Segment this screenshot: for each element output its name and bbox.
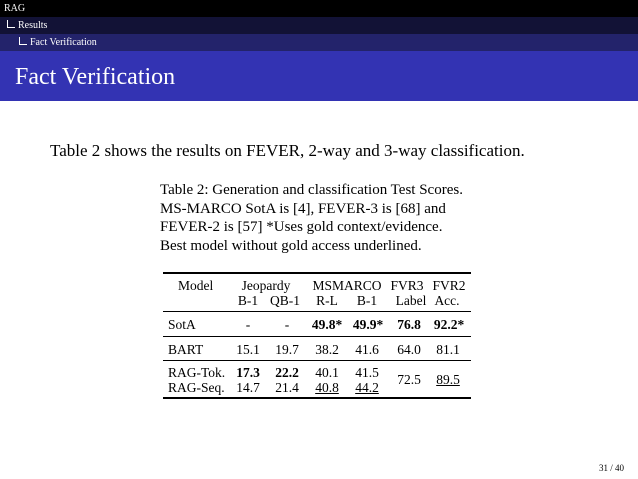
row-bart-model: BART	[168, 342, 204, 357]
header-label: Label	[395, 293, 427, 308]
header-msmarco: MSMARCO	[312, 278, 382, 293]
nav-subsubsection[interactable]	[0, 34, 638, 51]
table-top-rule	[163, 272, 471, 274]
row-bart-msb1: 41.6	[355, 342, 379, 357]
header-qb1: QB-1	[270, 293, 300, 308]
header-rule	[163, 311, 471, 312]
row-ragseq-b1: 14.7	[236, 380, 260, 395]
row-sota-fvr3: 76.8	[397, 317, 421, 332]
caption-line: MS-MARCO SotA is [4], FEVER-3 is [68] and	[160, 200, 446, 217]
row-ragtok-b1: 17.3	[236, 365, 260, 380]
header-rl: R-L	[316, 293, 338, 308]
header-model: Model	[178, 278, 214, 293]
row-rag-fvr3: 72.5	[397, 372, 421, 387]
row-ragtok-rl: 40.1	[315, 365, 339, 380]
header-acc: Acc.	[434, 293, 460, 308]
tree-branch-icon	[7, 20, 15, 28]
row-ragtok-msb1: 41.5	[355, 365, 379, 380]
nav-subsection-label: Results	[18, 20, 48, 31]
row-rule	[163, 360, 471, 361]
row-ragseq-qb1: 21.4	[275, 380, 299, 395]
nav-section-label: RAG	[4, 3, 26, 14]
slide-title: Fact Verification	[15, 64, 176, 90]
row-rag-fvr2: 89.5	[436, 372, 460, 387]
row-ragtok-qb1: 22.2	[275, 365, 299, 380]
row-ragseq-rl: 40.8	[315, 380, 339, 395]
row-ragseq-model: RAG-Seq.	[168, 380, 225, 395]
row-sota-rl: 49.8*	[311, 317, 343, 332]
slide-title-bar	[0, 51, 638, 101]
nav-subsubsection-label: Fact Verification	[30, 37, 97, 48]
row-sota-model: SotA	[168, 317, 196, 332]
row-sota-fvr2: 92.2*	[433, 317, 465, 332]
table-caption	[160, 181, 485, 255]
tree-branch-icon	[19, 37, 27, 45]
caption-line: Table 2: Generation and classification Test Scores.	[160, 182, 463, 198]
row-bart-fvr2: 81.1	[436, 342, 460, 357]
row-sota-msb1: 49.9*	[352, 317, 384, 332]
results-table	[163, 272, 471, 399]
row-bart-fvr3: 64.0	[397, 342, 421, 357]
header-fvr2: FVR2	[432, 278, 466, 293]
intro-text: Table 2 shows the results on FEVER, 2-way and 3-way classification.	[50, 141, 525, 160]
page-number: 31 / 40	[598, 463, 624, 473]
row-bart-rl: 38.2	[315, 342, 339, 357]
header-msmarco-b1: B-1	[356, 293, 378, 308]
row-ragseq-msb1: 44.2	[355, 380, 379, 395]
row-sota-qb1: -	[284, 317, 290, 332]
row-ragtok-model: RAG-Tok.	[168, 365, 226, 380]
table-bottom-rule	[163, 397, 471, 399]
row-sota-b1: -	[245, 317, 251, 332]
header-b1: B-1	[237, 293, 259, 308]
navigation-header	[0, 0, 638, 51]
header-jeopardy: Jeopardy	[241, 278, 291, 293]
row-bart-b1: 15.1	[236, 342, 260, 357]
row-rule	[163, 336, 471, 337]
row-bart-qb1: 19.7	[275, 342, 299, 357]
nav-subsection[interactable]	[0, 17, 638, 34]
header-fvr3: FVR3	[390, 278, 424, 293]
caption-line: Best model without gold access underlined.	[160, 237, 422, 254]
caption-line: FEVER-2 is [57] *Uses gold context/evidence.	[160, 219, 443, 235]
nav-section[interactable]	[0, 0, 638, 17]
